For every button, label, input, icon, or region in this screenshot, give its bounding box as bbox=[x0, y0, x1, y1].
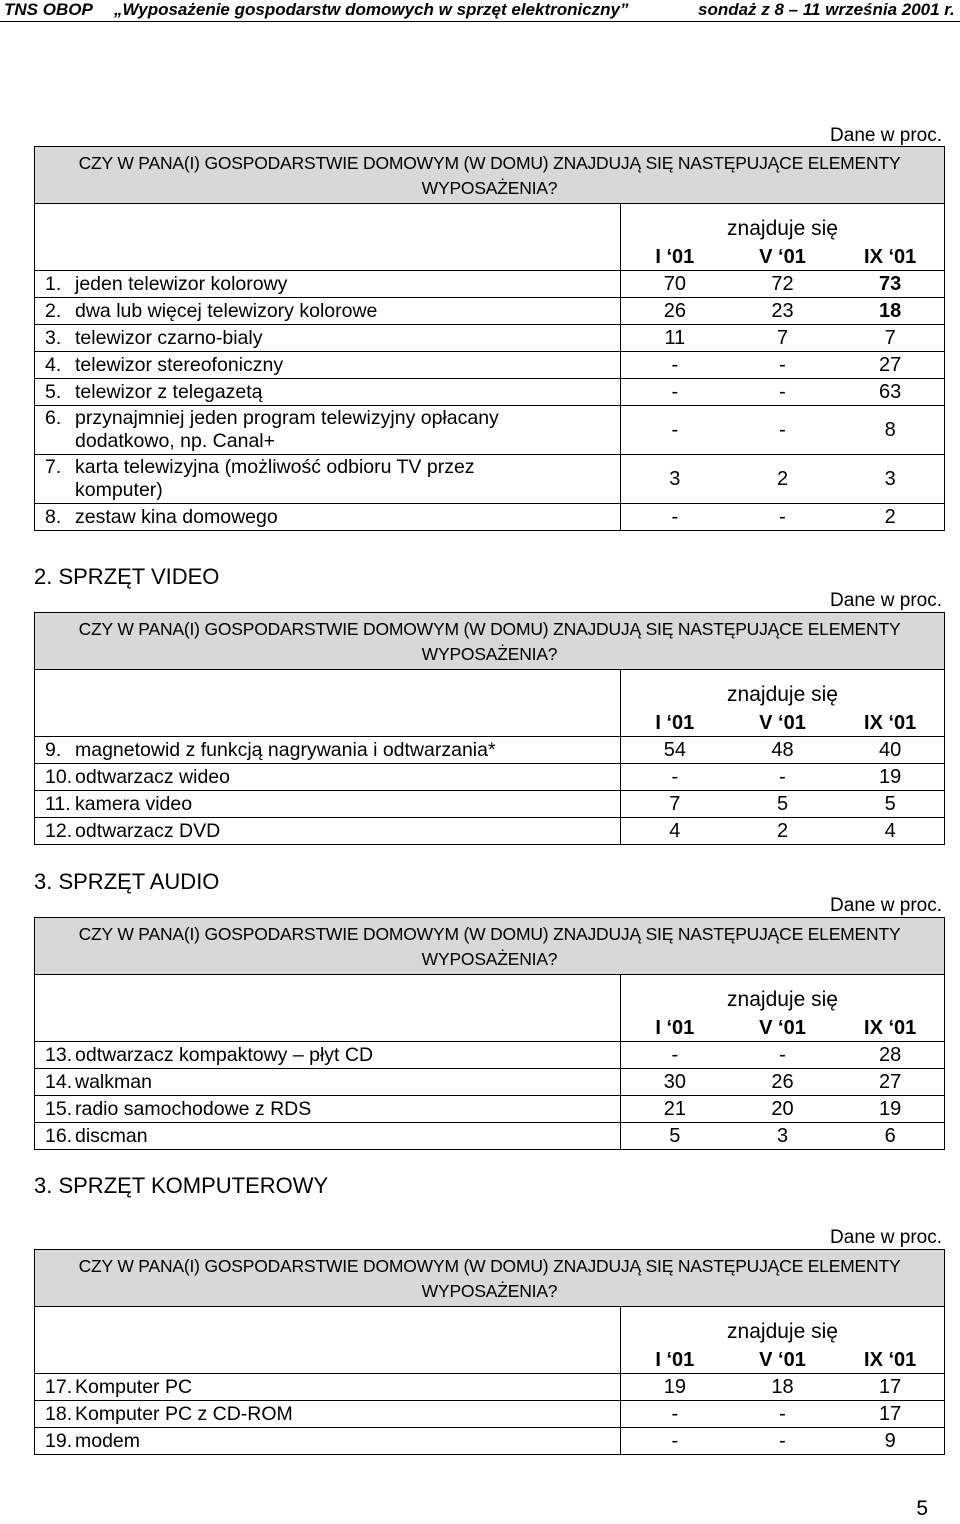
value-cell: 72 bbox=[771, 273, 794, 295]
value-cell: 5 bbox=[669, 1125, 681, 1147]
value-cell: 17 bbox=[879, 1403, 902, 1425]
item-label: modem bbox=[75, 1429, 141, 1452]
col-header: IX ‘01 bbox=[864, 1017, 917, 1039]
value-cell: - bbox=[779, 1044, 786, 1066]
item-values-cell bbox=[621, 271, 945, 298]
item-values-cell bbox=[621, 406, 945, 455]
section-title-audio: 3. SPRZĘT AUDIO bbox=[34, 869, 220, 894]
table-row bbox=[35, 1123, 945, 1150]
item-label-cell bbox=[35, 406, 621, 455]
header-title: „Wyposażenie gospodarstw domowych w sprzęt elektroniczny” bbox=[114, 0, 629, 19]
value-cell: 48 bbox=[771, 739, 794, 761]
table-row bbox=[35, 791, 945, 818]
item-label-cell bbox=[35, 818, 621, 845]
item-values-cell bbox=[621, 1096, 945, 1123]
dane-label: Dane w proc. bbox=[830, 590, 942, 611]
item-number: 7. bbox=[45, 456, 62, 478]
column-headers bbox=[621, 1347, 945, 1374]
column-headers bbox=[621, 710, 945, 737]
header-date: sondaż z 8 – 11 września 2001 r. bbox=[698, 0, 955, 19]
item-values-cell bbox=[621, 352, 945, 379]
item-values-cell bbox=[621, 737, 945, 764]
page-header bbox=[0, 0, 960, 22]
section-title-video: 2. SPRZĘT VIDEO bbox=[34, 564, 220, 589]
col-header: IX ‘01 bbox=[864, 246, 917, 268]
value-cell: 17 bbox=[879, 1376, 902, 1398]
value-cell: 6 bbox=[884, 1125, 896, 1147]
table-row bbox=[35, 379, 945, 406]
table-row bbox=[35, 325, 945, 352]
item-values-cell bbox=[621, 1401, 945, 1428]
dane-label: Dane w proc. bbox=[830, 895, 942, 916]
table-row bbox=[35, 1428, 945, 1455]
question-text: CZY W PANA(I) GOSPODARSTWIE DOMOWYM (W DOMU) ZNAJDUJĄ SIĘ NASTĘPUJĄCE ELEMENTY WYPOSAŻENIA? bbox=[35, 613, 945, 670]
item-values-cell bbox=[621, 298, 945, 325]
col-header: I ‘01 bbox=[655, 712, 695, 734]
question-text: CZY W PANA(I) GOSPODARSTWIE DOMOWYM (W DOMU) ZNAJDUJĄ SIĘ NASTĘPUJĄCE ELEMENTY WYPOSAŻENIA? bbox=[35, 1250, 945, 1307]
page-number: 5 bbox=[916, 1497, 928, 1520]
item-label: odtwarzacz wideo bbox=[75, 765, 230, 788]
col-header: I ‘01 bbox=[655, 1349, 695, 1371]
item-number: 3. bbox=[45, 326, 62, 349]
value-cell: - bbox=[779, 1430, 786, 1452]
item-values-cell bbox=[621, 1042, 945, 1069]
table-row bbox=[35, 298, 945, 325]
znajduje-header: znajduje się bbox=[621, 1307, 945, 1348]
value-cell: 3 bbox=[884, 468, 896, 490]
value-cell: - bbox=[671, 419, 679, 441]
value-cell: 21 bbox=[663, 1098, 686, 1120]
value-cell: 27 bbox=[879, 1071, 902, 1093]
item-values-cell bbox=[621, 1428, 945, 1455]
znajduje-header: znajduje się bbox=[621, 670, 945, 711]
item-label: telewizor czarno-bialy bbox=[75, 326, 263, 349]
value-cell: 30 bbox=[663, 1071, 686, 1093]
table-row bbox=[35, 504, 945, 531]
value-cell: 26 bbox=[771, 1071, 794, 1093]
value-cell: 4 bbox=[669, 820, 681, 842]
item-label-cell bbox=[35, 455, 621, 504]
table-audio bbox=[34, 917, 945, 1150]
dane-label: Dane w proc. bbox=[830, 125, 942, 146]
value-cell: - bbox=[779, 766, 786, 788]
table-row bbox=[35, 1069, 945, 1096]
item-number: 4. bbox=[45, 353, 62, 376]
col-header: V ‘01 bbox=[759, 1017, 806, 1039]
item-number: 5. bbox=[45, 380, 62, 403]
item-values-cell bbox=[621, 325, 945, 352]
value-cell: - bbox=[671, 766, 679, 788]
item-label-cell bbox=[35, 379, 621, 406]
question-text: CZY W PANA(I) GOSPODARSTWIE DOMOWYM (W DOMU) ZNAJDUJĄ SIĘ NASTĘPUJĄCE ELEMENTY WYPOSAŻENIA? bbox=[35, 147, 945, 204]
value-cell: 26 bbox=[663, 300, 686, 322]
value-cell: - bbox=[779, 506, 786, 528]
item-label: odtwarzacz kompaktowy – płyt CD bbox=[75, 1043, 374, 1066]
value-cell: 18 bbox=[771, 1376, 794, 1398]
value-cell: 2 bbox=[776, 820, 789, 842]
item-label: Komputer PC z CD-ROM bbox=[75, 1402, 293, 1425]
item-values-cell bbox=[621, 455, 945, 504]
value-cell: 19 bbox=[879, 1098, 902, 1120]
blank-cell bbox=[35, 975, 621, 1042]
value-cell: 2 bbox=[884, 506, 896, 528]
col-header: IX ‘01 bbox=[864, 1349, 917, 1371]
table-row bbox=[35, 1096, 945, 1123]
column-headers bbox=[621, 1015, 945, 1042]
value-cell: 7 bbox=[884, 327, 896, 349]
item-label: walkman bbox=[75, 1070, 152, 1093]
item-label: odtwarzacz DVD bbox=[75, 819, 221, 842]
item-label-cell bbox=[35, 352, 621, 379]
blank-cell bbox=[35, 204, 621, 271]
item-label: magnetowid z funkcją nagrywania i odtwarzania* bbox=[75, 738, 496, 761]
item-label-cell bbox=[35, 1123, 621, 1150]
value-cell: - bbox=[779, 419, 786, 441]
item-values-cell bbox=[621, 379, 945, 406]
item-values-cell bbox=[621, 818, 945, 845]
table-row bbox=[35, 1042, 945, 1069]
item-label-cell bbox=[35, 271, 621, 298]
item-label-cell bbox=[35, 1428, 621, 1455]
item-label: jeden telewizor kolorowy bbox=[75, 272, 288, 295]
col-header: IX ‘01 bbox=[864, 712, 917, 734]
table-row bbox=[35, 406, 945, 455]
value-cell: - bbox=[671, 1044, 679, 1066]
value-cell: 3 bbox=[776, 1125, 789, 1147]
item-number: 18. bbox=[45, 1402, 73, 1425]
value-cell: 19 bbox=[663, 1376, 686, 1398]
item-number: 19. bbox=[45, 1429, 73, 1452]
value-cell: 19 bbox=[879, 766, 902, 788]
col-header: V ‘01 bbox=[759, 246, 806, 268]
dane-label: Dane w proc. bbox=[830, 1227, 942, 1248]
item-label: przynajmniej jeden program telewizyjny opłacany dodatkowo, np. Canal+ bbox=[75, 407, 499, 452]
item-label-cell bbox=[35, 504, 621, 531]
item-label-cell bbox=[35, 1096, 621, 1123]
question-text: CZY W PANA(I) GOSPODARSTWIE DOMOWYM (W DOMU) ZNAJDUJĄ SIĘ NASTĘPUJĄCE ELEMENTY WYPOSAŻENIA? bbox=[35, 918, 945, 975]
table-video bbox=[34, 612, 945, 845]
value-cell: 7 bbox=[776, 327, 789, 349]
item-values-cell bbox=[621, 1374, 945, 1401]
item-label-cell bbox=[35, 764, 621, 791]
value-cell: 5 bbox=[884, 793, 896, 815]
col-header: V ‘01 bbox=[759, 712, 806, 734]
item-label: telewizor stereofoniczny bbox=[75, 353, 284, 376]
section-title-computer: 3. SPRZĘT KOMPUTEROWY bbox=[34, 1173, 329, 1198]
blank-cell bbox=[35, 670, 621, 737]
item-number: 1. bbox=[45, 272, 62, 295]
znajduje-header: znajduje się bbox=[621, 975, 945, 1016]
table-row bbox=[35, 818, 945, 845]
value-cell: 11 bbox=[664, 327, 686, 349]
col-header: I ‘01 bbox=[655, 1017, 695, 1039]
item-label-cell bbox=[35, 1401, 621, 1428]
table-row bbox=[35, 271, 945, 298]
blank-cell bbox=[35, 1307, 621, 1374]
item-label-cell bbox=[35, 791, 621, 818]
item-label-cell bbox=[35, 1042, 621, 1069]
item-number: 6. bbox=[45, 407, 62, 429]
item-number: 13. bbox=[45, 1043, 73, 1066]
value-cell: - bbox=[671, 1403, 679, 1425]
value-cell: 2 bbox=[776, 468, 789, 490]
value-cell: 54 bbox=[663, 739, 686, 761]
column-headers bbox=[621, 244, 945, 271]
item-values-cell bbox=[621, 1123, 945, 1150]
item-label: discman bbox=[75, 1124, 148, 1147]
item-number: 2. bbox=[45, 299, 62, 322]
item-number: 8. bbox=[45, 505, 62, 528]
table-computer bbox=[34, 1249, 945, 1455]
value-cell: - bbox=[779, 1403, 786, 1425]
value-cell: 18 bbox=[879, 300, 902, 322]
value-cell: 73 bbox=[879, 273, 902, 295]
value-cell: 8 bbox=[884, 419, 896, 441]
value-cell: 4 bbox=[884, 820, 896, 842]
table-row bbox=[35, 764, 945, 791]
value-cell: 28 bbox=[879, 1044, 902, 1066]
value-cell: 5 bbox=[776, 793, 789, 815]
value-cell: 9 bbox=[884, 1430, 896, 1452]
item-number: 12. bbox=[45, 819, 73, 842]
item-label: kamera video bbox=[75, 792, 193, 815]
value-cell: 27 bbox=[879, 354, 902, 376]
value-cell: - bbox=[779, 381, 786, 403]
item-number: 16. bbox=[45, 1124, 73, 1147]
value-cell: 3 bbox=[669, 468, 681, 490]
item-label: karta telewizyjna (możliwość odbioru TV przez komputer) bbox=[75, 456, 475, 501]
item-number: 9. bbox=[45, 738, 62, 761]
value-cell: 63 bbox=[879, 381, 902, 403]
table-row bbox=[35, 1401, 945, 1428]
item-label-cell bbox=[35, 1069, 621, 1096]
value-cell: - bbox=[671, 506, 679, 528]
item-label: zestaw kina domowego bbox=[75, 505, 278, 528]
col-header: I ‘01 bbox=[655, 246, 695, 268]
table-row bbox=[35, 1374, 945, 1401]
item-label-cell bbox=[35, 325, 621, 352]
value-cell: 7 bbox=[669, 793, 681, 815]
item-number: 11. bbox=[45, 792, 71, 815]
table-row bbox=[35, 352, 945, 379]
value-cell: 40 bbox=[879, 739, 902, 761]
item-values-cell bbox=[621, 504, 945, 531]
table-tv bbox=[34, 146, 945, 531]
item-label: Komputer PC bbox=[75, 1375, 193, 1398]
col-header: V ‘01 bbox=[759, 1349, 806, 1371]
item-label: dwa lub więcej telewizory kolorowe bbox=[75, 299, 378, 322]
item-number: 10. bbox=[45, 765, 73, 788]
item-values-cell bbox=[621, 764, 945, 791]
item-values-cell bbox=[621, 791, 945, 818]
value-cell: 23 bbox=[771, 300, 794, 322]
value-cell: - bbox=[779, 354, 786, 376]
table-row bbox=[35, 737, 945, 764]
item-label: radio samochodowe z RDS bbox=[75, 1097, 312, 1120]
item-number: 14. bbox=[45, 1070, 73, 1093]
item-values-cell bbox=[621, 1069, 945, 1096]
value-cell: 20 bbox=[771, 1098, 794, 1120]
znajduje-header: znajduje się bbox=[621, 204, 945, 245]
item-label-cell bbox=[35, 1374, 621, 1401]
item-label-cell bbox=[35, 298, 621, 325]
value-cell: - bbox=[671, 1430, 679, 1452]
item-number: 17. bbox=[45, 1375, 73, 1398]
value-cell: 70 bbox=[663, 273, 686, 295]
value-cell: - bbox=[671, 354, 679, 376]
item-label-cell bbox=[35, 737, 621, 764]
header-rule bbox=[0, 21, 960, 22]
item-label: telewizor z telegazetą bbox=[75, 380, 263, 403]
table-row bbox=[35, 455, 945, 504]
header-org: TNS OBOP bbox=[4, 0, 93, 19]
item-number: 15. bbox=[45, 1097, 73, 1120]
value-cell: - bbox=[671, 381, 679, 403]
